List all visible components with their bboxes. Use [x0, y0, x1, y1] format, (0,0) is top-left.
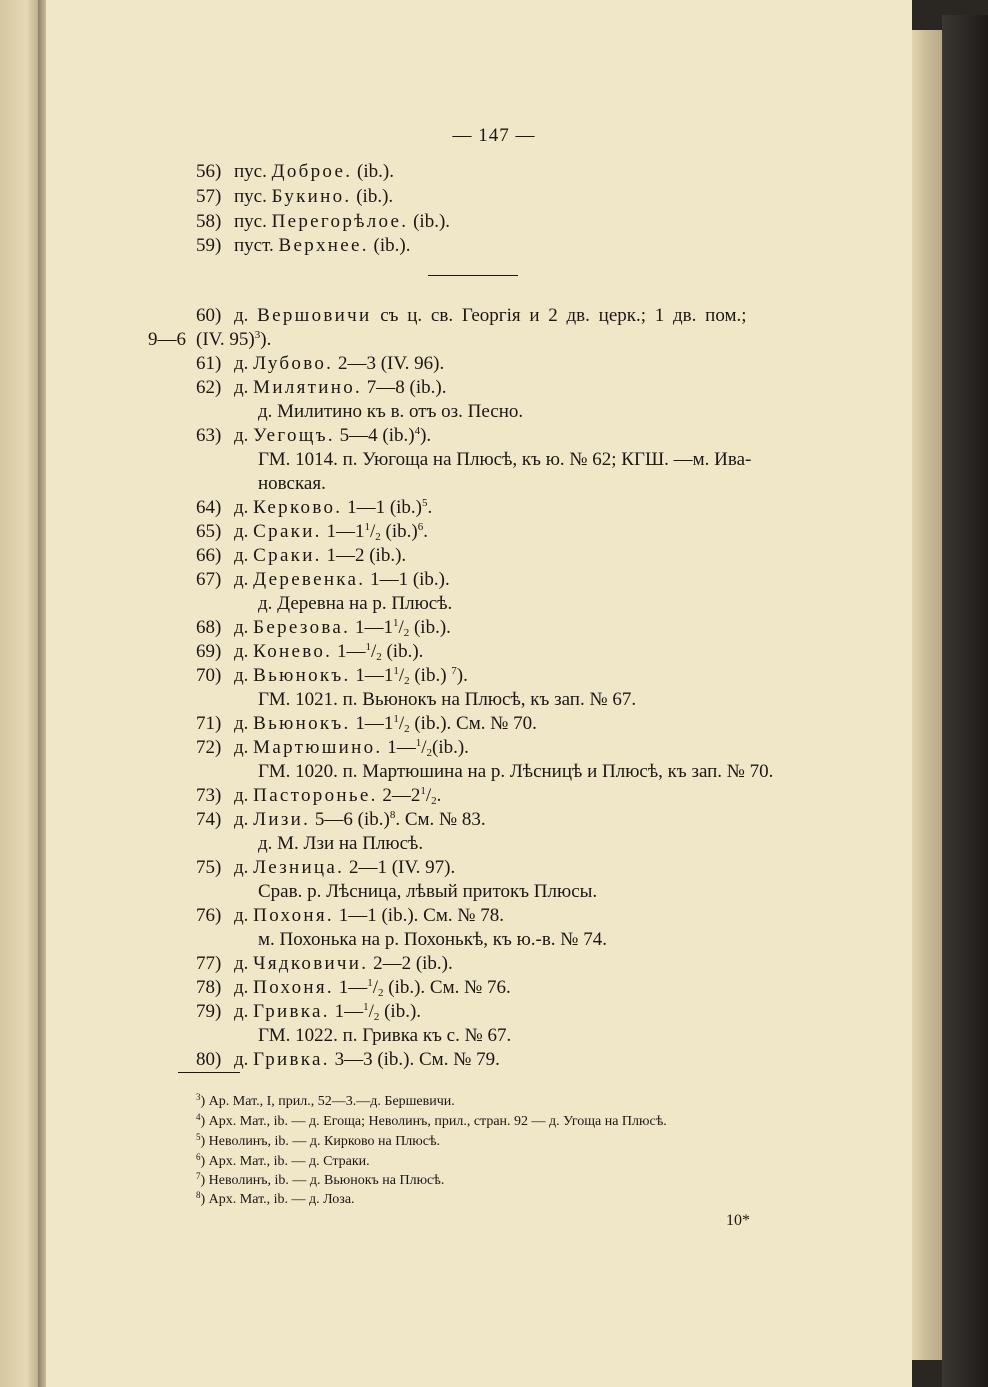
entry-note: ГМ. 1022. п. Гривка къ с. № 67.: [258, 1025, 512, 1046]
entry-prefix: д.: [234, 521, 254, 542]
entry-ref: . См. № 83.: [395, 809, 486, 830]
entry-number: 56): [196, 161, 222, 182]
fraction-slash: /: [425, 785, 432, 806]
entry-rest: 1—: [332, 641, 366, 662]
entry-prefix: д.: [234, 1049, 254, 1070]
fraction-num: 1: [393, 665, 399, 677]
entry-number: 77): [196, 953, 222, 974]
entry-prefix: пуст.: [234, 235, 279, 256]
footnote: $^8$) Арх. Мат., ib. — д. Лоза.: [196, 1190, 355, 1207]
footnote-mark: 4: [196, 1112, 201, 1122]
fraction-slash: /: [369, 521, 376, 542]
place-name: Вьюнокъ.: [253, 713, 351, 734]
place-name: Верхнее.: [278, 235, 369, 256]
entry-prefix: д.: [234, 305, 258, 326]
entry-number: 65): [196, 521, 222, 542]
place-name: Пасторонье.: [253, 785, 378, 806]
entry-prefix: д.: [234, 953, 254, 974]
place-name: Деревенка.: [253, 569, 366, 590]
entry-note: новская.: [258, 473, 326, 494]
footnote: $^6$) Арх. Мат., ib. — д. Страки.: [196, 1152, 370, 1169]
footnote-ref: 6: [417, 521, 424, 533]
entry-rest: съ ц. св. Георгія и 2 дв. церк.; 1 дв. пом.;: [371, 305, 747, 326]
fraction-den: 2: [404, 723, 410, 735]
entry-note: д. Милитино къ в. отъ оз. Песно.: [258, 401, 524, 422]
fraction-den: 2: [426, 747, 432, 759]
footnote-ref: 8: [389, 809, 396, 821]
entry-note: Срав. р. Лѣсница, лѣвый притокъ Плюсы.: [258, 881, 598, 902]
place-name: Гривка.: [253, 1049, 330, 1070]
section-divider: [428, 275, 518, 276]
footnote-mark: 7: [196, 1171, 201, 1181]
entry-note: д. М. Лзи на Плюсѣ.: [258, 833, 424, 854]
entry-number: 57): [196, 186, 222, 207]
entry-number: 75): [196, 857, 222, 878]
entry-rest: 1—1 (ib.). См. № 78.: [333, 905, 504, 926]
place-name: Гривка.: [253, 1001, 330, 1022]
footnote: $^3$) Ар. Мат., I, прил., 52—3.—д. Бершевичи.: [196, 1092, 455, 1109]
left-page-edge: [0, 0, 38, 1387]
entry-number: 72): [196, 737, 222, 758]
fraction-den: 2: [373, 1011, 380, 1023]
entry-prefix: д.: [234, 569, 254, 590]
entry-note: ГМ. 1021. п. Вьюнокъ на Плюсѣ, къ зап. № 67.: [258, 689, 637, 710]
entry-number: 61): [196, 353, 222, 374]
entry-ref: (ib.): [385, 521, 418, 542]
punct: .: [427, 497, 433, 518]
entry-number: 73): [196, 785, 222, 806]
footnote-ref: 4: [414, 425, 421, 437]
footnote-text: Неволинъ, ib. — д. Кирково на Плюсѣ.: [208, 1134, 441, 1149]
place-name: Лизи.: [253, 809, 311, 830]
entry-ref: (ib.).: [413, 617, 451, 638]
place-name: Лубово.: [253, 353, 334, 374]
entry-prefix: д.: [234, 641, 254, 662]
footnote-divider: [178, 1072, 240, 1073]
footnote-text: Арх. Мат., ib. — д. Страки.: [208, 1154, 370, 1169]
entry-number: 64): [196, 497, 222, 518]
fraction-slash: /: [370, 641, 377, 662]
place-name: Лезница.: [253, 857, 345, 878]
entry-number: 69): [196, 641, 222, 662]
entry-number: 71): [196, 713, 222, 734]
entry-number: 66): [196, 545, 222, 566]
entry-number: 78): [196, 977, 222, 998]
place-name: Сраки.: [253, 545, 322, 566]
fraction-num: 1: [364, 521, 370, 533]
entry-ref: (ib.). См. № 70.: [409, 713, 537, 734]
entry-rest: 1—1: [321, 521, 365, 542]
entry-rest: 1—1: [350, 665, 394, 686]
entry-rest: 2—2 (ib.).: [368, 953, 453, 974]
entry-rest: 1—: [329, 1001, 364, 1022]
entry-prefix: д.: [234, 809, 254, 830]
fraction-slash: /: [372, 977, 378, 998]
fraction-slash: /: [421, 737, 427, 758]
entry-rest: 2—3 (IV. 96).: [333, 353, 445, 374]
entry-rest: (ib.).: [368, 235, 411, 256]
place-name: Березова.: [253, 617, 351, 638]
punct: ).: [420, 425, 432, 446]
book-binding: [942, 15, 988, 1387]
punct: ).: [456, 665, 468, 686]
entry-number: 63): [196, 425, 222, 446]
entry-prefix: д.: [234, 497, 254, 518]
entry-ref: (ib.): [414, 665, 447, 686]
entry-number: 59): [196, 235, 222, 256]
place-name: Похоня.: [253, 977, 334, 998]
entry-rest: (ib.).: [352, 161, 394, 182]
place-name: Конево.: [253, 641, 333, 662]
entry-prefix: д.: [234, 377, 254, 398]
entry-ref: (ib.).: [386, 641, 424, 662]
place-name: Керково.: [253, 497, 343, 518]
fraction-den: 2: [375, 531, 381, 543]
entry-rest: 7—8 (ib.).: [362, 377, 447, 398]
entry-prefix: д.: [234, 617, 254, 638]
entry-rest: 1—: [382, 737, 416, 758]
entry-rest: 1—1 (ib.): [342, 497, 422, 518]
entry-number: 62): [196, 377, 222, 398]
entry-rest: 2—1 (IV. 97).: [344, 857, 456, 878]
entry-note: м. Похонька на р. Похонькѣ, къ ю.-в. № 74.: [258, 929, 607, 950]
footnote-ref: 3: [254, 329, 261, 341]
fraction-num: 1: [420, 785, 426, 797]
entry-number: 74): [196, 809, 222, 830]
footnote-ref: 5: [422, 497, 428, 509]
entry-prefix: д.: [234, 545, 254, 566]
place-name: Перегорѣлое.: [271, 211, 409, 232]
place-name: Мартюшино.: [253, 737, 383, 758]
fraction-slash: /: [398, 665, 405, 686]
entry-rest: 1—1 (ib.).: [365, 569, 450, 590]
entry-rest: 5—4 (ib.): [334, 425, 415, 446]
entry-prefix: д.: [234, 977, 254, 998]
entry-number: 70): [196, 665, 222, 686]
fraction-num: 1: [367, 977, 373, 989]
entry-rest: (ib.).: [408, 211, 451, 232]
entry-rest: 1—1: [350, 713, 394, 734]
entry-prefix: д.: [234, 713, 254, 734]
footnote-text: Арх. Мат., ib. — д. Егоща; Неволинъ, прил., стран. 92 — д. Угоща на Плюсѣ.: [208, 1114, 667, 1129]
footnote-mark: 5: [196, 1132, 201, 1142]
fraction-slash: /: [398, 617, 404, 638]
entry-number: 58): [196, 211, 222, 232]
book-gutter: [38, 0, 46, 1387]
entry-cont: (IV. 95): [196, 329, 255, 350]
punct: ).: [260, 329, 272, 350]
entry-rest: (ib.).: [351, 186, 394, 207]
place-name: Доброе.: [271, 161, 353, 182]
entry-ref: (ib.).: [384, 1001, 422, 1022]
fraction-slash: /: [398, 713, 405, 734]
entry-prefix: д.: [234, 785, 254, 806]
entry-prefix: пус.: [234, 161, 272, 182]
entry-number: 60): [196, 305, 222, 326]
footnote: $^5$) Неволинъ, ib. — д. Кирково на Плюсѣ.: [196, 1132, 441, 1149]
footnote-text: Ар. Мат., I, прил., 52—3.—д. Бершевичи.: [208, 1094, 455, 1109]
page-number: — 147 —: [452, 125, 536, 146]
fraction-den: 2: [404, 675, 410, 687]
signature-mark: 10*: [726, 1212, 750, 1229]
entry-note: ГМ. 1020. п. Мартюшина на р. Лѣсницѣ и Плюсѣ, къ зап. № 70.: [258, 761, 774, 782]
punct: .: [423, 521, 428, 542]
page-stack-edge: [912, 30, 942, 1360]
place-name: Милятино.: [253, 377, 363, 398]
entry-number: 80): [196, 1049, 222, 1070]
entry-prefix: д.: [234, 737, 254, 758]
entry-rest: 5—6 (ib.): [310, 809, 390, 830]
place-name: Букино.: [271, 186, 352, 207]
entry-ref: (ib.). См. № 76.: [383, 977, 511, 998]
footnote-mark: 8: [196, 1190, 201, 1200]
footnote: $^7$) Неволинъ, ib. — д. Вьюнокъ на Плюсѣ.: [196, 1171, 445, 1188]
entry-rest: 1—2 (ib.).: [321, 545, 407, 566]
entry-prefix: пус.: [234, 211, 272, 232]
margin-note: 9—6: [148, 329, 186, 350]
entry-prefix: д.: [234, 665, 254, 686]
fraction-den: 2: [403, 627, 410, 639]
place-name: Уегощъ.: [253, 425, 335, 446]
place-name: Сраки.: [253, 521, 322, 542]
fraction-num: 1: [415, 737, 422, 749]
place-name: Чядковичи.: [253, 953, 369, 974]
entry-number: 67): [196, 569, 222, 590]
footnote-text: Арх. Мат., ib. — д. Лоза.: [208, 1192, 355, 1207]
entry-rest: 2—2: [377, 785, 421, 806]
fraction-den: 2: [376, 651, 382, 663]
footnote-mark: 6: [196, 1152, 201, 1162]
place-name: Вьюнокъ.: [253, 665, 351, 686]
entry-prefix: д.: [234, 905, 254, 926]
fraction-slash: /: [368, 1001, 374, 1022]
entry-rest: 1—1: [350, 617, 393, 638]
entry-number: 68): [196, 617, 222, 638]
entry-ref: (ib.).: [432, 737, 469, 758]
entry-note: ГМ. 1014. п. Уюгоща на Плюсѣ, къ ю. № 62; КГШ. —м. Ива-: [258, 449, 752, 470]
entry-prefix: д.: [234, 857, 254, 878]
fraction-num: 1: [392, 617, 399, 629]
punct: .: [436, 785, 442, 806]
fraction-num: 1: [365, 641, 371, 653]
entry-number: 79): [196, 1001, 222, 1022]
entry-number: 76): [196, 905, 222, 926]
entry-prefix: пус.: [234, 186, 272, 207]
fraction-num: 1: [393, 713, 399, 725]
entry-prefix: д.: [234, 425, 254, 446]
fraction-den: 2: [431, 795, 437, 807]
entry-prefix: д.: [234, 353, 254, 374]
fraction-num: 1: [363, 1001, 369, 1013]
place-name: Похоня.: [253, 905, 334, 926]
footnote-ref: 7: [451, 665, 457, 677]
fraction-den: 2: [378, 987, 384, 999]
place-name: Вершовичи: [257, 305, 372, 326]
entry-prefix: д.: [234, 1001, 254, 1022]
entry-rest: 1—: [333, 977, 368, 998]
footnote-text: Неволинъ, ib. — д. Вьюнокъ на Плюсѣ.: [208, 1173, 445, 1188]
entry-note: д. Деревна на р. Плюсѣ.: [258, 593, 453, 614]
footnote: $^4$) Арх. Мат., ib. — д. Егоща; Неволинъ, прил., стран. 92 — д. Угоща на Плюсѣ.: [196, 1112, 667, 1129]
footnote-mark: 3: [196, 1092, 201, 1102]
entry-rest: 3—3 (ib.). См. № 79.: [329, 1049, 500, 1070]
